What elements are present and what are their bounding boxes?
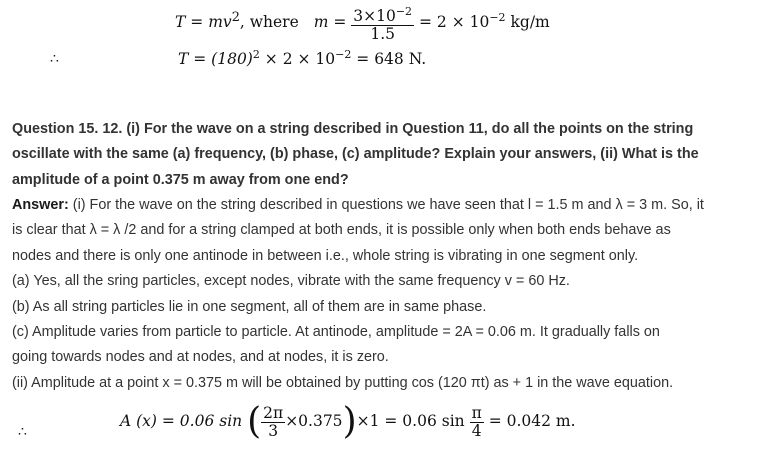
eq3-frac1-num: 2π bbox=[263, 403, 284, 422]
eq3-after: ×1 = 0.06 sin bbox=[356, 412, 465, 430]
eq1-frac-num-exp: −2 bbox=[395, 5, 413, 18]
eq3-frac1-den: 3 bbox=[268, 421, 279, 440]
eq1-fraction bbox=[351, 3, 414, 43]
answer-line: going towards nodes and at nodes, and at nodes, it is zero. bbox=[12, 349, 389, 366]
left-paren: ( bbox=[247, 401, 262, 442]
eq3-result: = 0.042 m. bbox=[488, 412, 576, 430]
answer-line: (b) As all string particles lie in one segment, all of them are in same phase. bbox=[12, 298, 487, 315]
right-paren: ) bbox=[342, 401, 357, 442]
question-line: Question 15. 12. (i) For the wave on a string described in Question 11, do all the points on the string bbox=[12, 121, 694, 137]
therefore-symbol: ∴ bbox=[18, 424, 27, 440]
answer-line: nodes and there is only one antinode in between i.e., whole string is vibrating in one segment only. bbox=[12, 247, 639, 264]
eq3-frac2-num: π bbox=[471, 403, 482, 422]
eq1-where: , where bbox=[239, 13, 299, 32]
answer-label: Answer: bbox=[12, 197, 69, 213]
eq1-rhs: mv bbox=[208, 13, 232, 32]
eq3-lhs: A (x) = 0.06 sin bbox=[120, 412, 243, 430]
answer-line: (c) Amplitude varies from particle to particle. At antinode, amplitude = 2A = 0.06 m. It gradually falls on bbox=[12, 324, 660, 341]
answer-block bbox=[12, 193, 767, 396]
eq3-fraction-2pi-3 bbox=[261, 405, 285, 440]
therefore-symbol: ∴ bbox=[50, 51, 59, 67]
question-line: amplitude of a point 0.375 m away from one end? bbox=[12, 171, 349, 188]
equation-tension-result bbox=[178, 48, 426, 68]
answer-first-line bbox=[12, 193, 767, 218]
answer-line: (i) For the wave on the string described in questions we have seen that l = 1.5 m and λ = 3 m. So, it bbox=[68, 197, 704, 213]
eq2-expr: T = (180) bbox=[178, 50, 253, 69]
eq2-exp2: −2 bbox=[335, 48, 352, 61]
answer-line: (a) Yes, all the sring particles, except nodes, vibrate with the same frequency v = 60 Hz. bbox=[12, 273, 570, 290]
question-line: oscillate with the same (a) frequency, (b) phase, (c) amplitude? Explain your answers, (ii) What is the bbox=[12, 146, 699, 163]
equation-tension bbox=[175, 3, 550, 43]
eq1-frac-num: 3×10 bbox=[353, 7, 396, 26]
eq1-result-exp: −2 bbox=[489, 10, 506, 24]
equation-amplitude bbox=[120, 401, 576, 442]
eq3-inner: ×0.375 bbox=[285, 412, 343, 430]
eq1-result: = 2 × 10 bbox=[419, 13, 490, 32]
answer-line: is clear that λ = λ /2 and for a string clamped at both ends, it is possible only when both ends behave as bbox=[12, 222, 671, 239]
eq3-frac2-den: 4 bbox=[471, 421, 482, 440]
eq2-mid: × 2 × 10 bbox=[259, 50, 336, 69]
eq3-fraction-pi-4 bbox=[470, 405, 484, 440]
eq1-exp: 2 bbox=[231, 9, 240, 25]
eq2-result: = 648 N. bbox=[351, 50, 427, 69]
eq1-lhs: T bbox=[175, 13, 186, 32]
answer-line: (ii) Amplitude at a point x = 0.375 m will be obtained by putting cos (120 πt) as + 1 in the wave equation. bbox=[12, 374, 674, 391]
eq1-m: m = bbox=[313, 13, 347, 32]
question-block bbox=[12, 117, 767, 193]
eq2-exp1: 2 bbox=[252, 48, 260, 61]
eq1-frac-den: 1.5 bbox=[370, 25, 395, 44]
eq1-unit: kg/m bbox=[510, 13, 550, 32]
eq1-equals: = bbox=[190, 13, 204, 32]
